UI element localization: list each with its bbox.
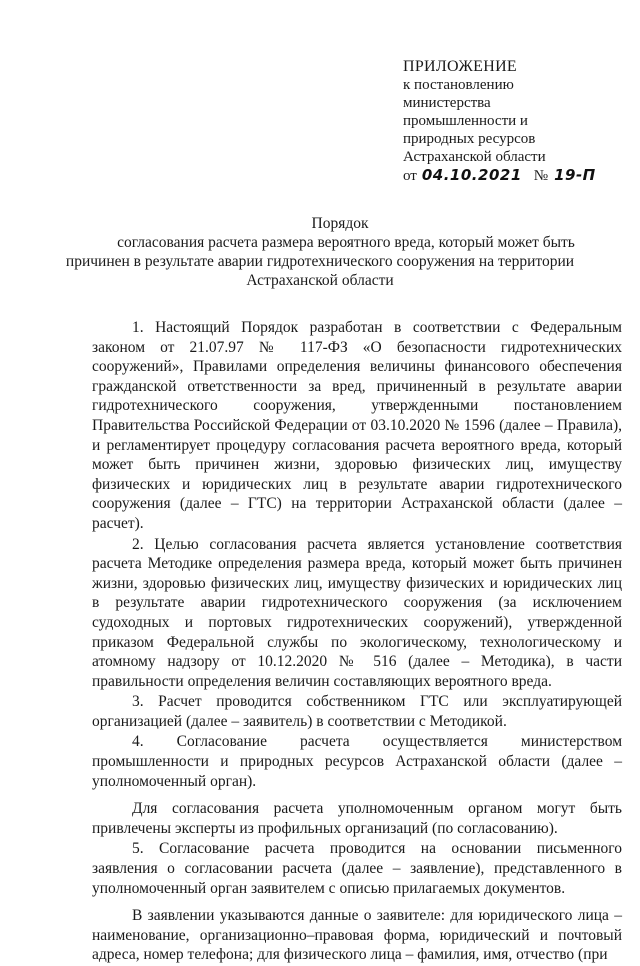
appendix-line: Астраханской области (403, 149, 546, 165)
title-line: согласования расчета размера вероятного вреда, который может быть (117, 234, 575, 251)
appendix-line: министерства (403, 95, 491, 111)
appendix-line: природных ресурсов (403, 131, 536, 147)
date-prefix: от (403, 168, 417, 184)
title-line: Порядок (311, 215, 369, 232)
appendix-line: промышленности и (403, 113, 528, 129)
handwritten-date: 04.10.2021 (421, 166, 522, 184)
paragraph-4-experts: Для согласования расчета уполномоченным органом могут быть привлечены эксперты из профильных организаций (по согласованию). (92, 800, 622, 837)
number-prefix: № (533, 168, 549, 184)
appendix-block (403, 58, 623, 185)
paragraph-5-application-data: В заявлении указываются данные о заявителе: для юридического лица – наименование, организационно–правовая форма, юридический и почтовый адреса, номер телефона; для физического лица – фамилия, имя, отчество (при (92, 907, 622, 964)
title-line: Астраханской области (246, 272, 394, 289)
paragraph-2: 2. Целью согласования расчета является установление соответствия расчета Методике определения размера вреда, который может быть причинен жизни, здоровью физических лиц, имуществу физических и юридических лиц в результате аварии гидротехнического сооружения (за исключением судоходных и портовых гидротехнических сооружений), утвержденной приказом Федеральной службы по экологическому, технологическому и атомному надзору от 10.12.2020 № 516 (далее – Методика), в части правильности определения величин составляющих вероятного вреда. (92, 535, 622, 690)
paragraph-3: 3. Расчет проводится собственником ГТС или эксплуатирующей организацией (далее – заявитель) в соответствии с Методикой. (92, 693, 622, 730)
document-title (0, 214, 640, 290)
appendix-title: ПРИЛОЖЕНИЕ (403, 58, 518, 75)
paragraph-1: 1. Настоящий Порядок разработан в соответствии с Федеральным законом от 21.07.97 № 117-ФЗ «О безопасности гидротехнических сооружений», Правилами определения величины финансового обеспечения гражданской ответственности за вред, причиненный в результате аварии гидротехнического сооружения, утвержденными постановлением Правительства Российской Федерации от 03.10.2020 № 1596 (далее – Правила), и регламентирует процедуру согласования расчета вероятного вреда, который может быть причинен жизни, здоровью физических лиц, имуществу физических и юридических лиц в результате аварии гидротехнического сооружения (далее – ГТС) на территории Астраханской области (далее – расчет). (92, 319, 622, 532)
paragraph-5: 5. Согласование расчета проводится на основании письменного заявления о согласовании расчета (далее – заявление), представленного в уполномоченный орган заявителем с описью прилагаемых документов. (92, 840, 622, 897)
title-line: причинен в результате аварии гидротехнического сооружения на территории (65, 253, 575, 270)
paragraph-4: 4. Согласование расчета осуществляется министерством промышленности и природных ресурсов Астраханской области (далее – уполномоченный орган). (92, 733, 622, 790)
appendix-date-row (403, 166, 623, 185)
document-body (92, 318, 622, 966)
appendix-line: к постановлению (403, 77, 514, 93)
handwritten-number: 19-П (554, 166, 596, 184)
